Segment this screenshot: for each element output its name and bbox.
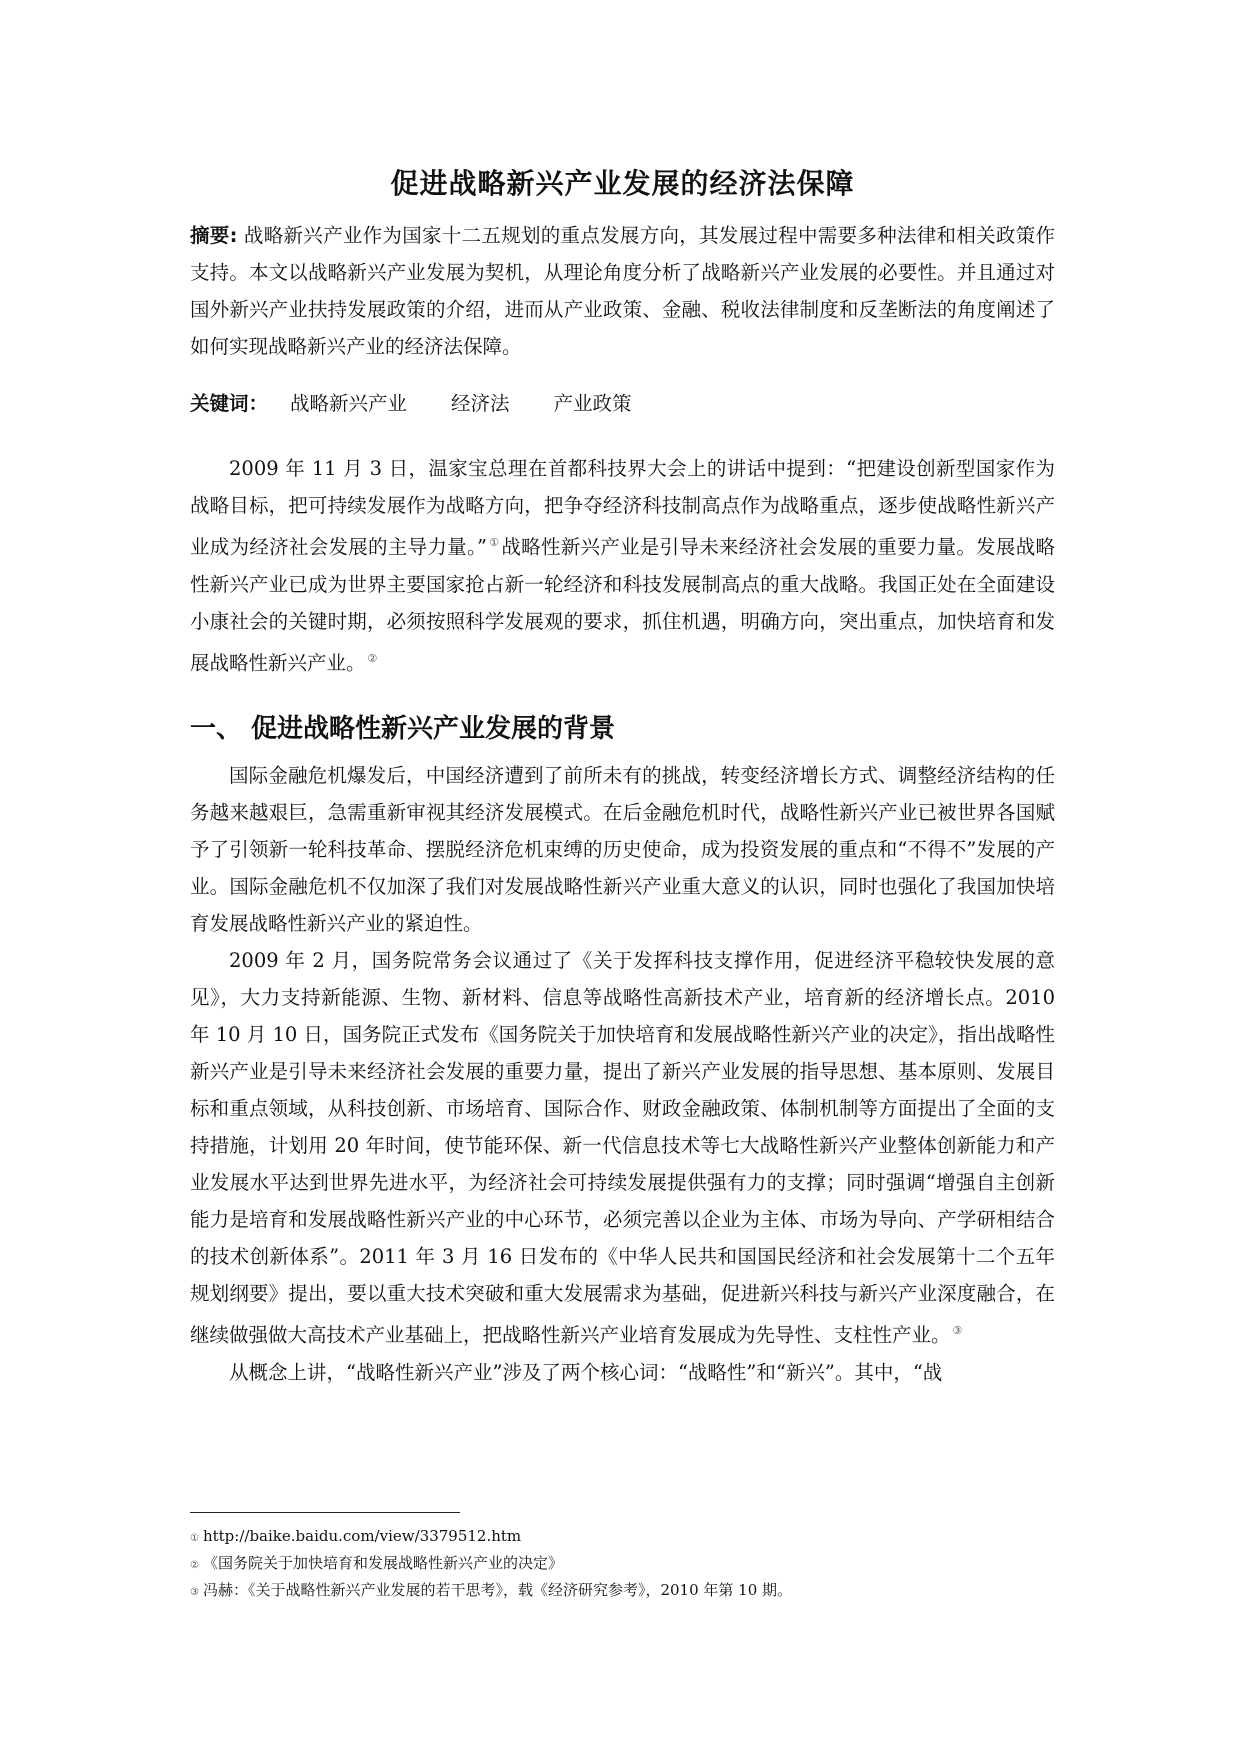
paragraph: 国际金融危机爆发后，中国经济遭到了前所未有的挑战，转变经济增长方式、调整经济结构的任务越来越艰巨，急需重新审视其经济发展模式。在后金融危机时代，战略性新兴产业已被世界各国赋予了引领新一轮科技革命、摆脱经济危机束缚的历史使命，成为投资发展的重点和“不得不”发展的产业。国际金融危机不仅加深了我们对发展战略性新兴产业重大意义的认识，同时也强化了我国加快培育发展战略性新兴产业的紧迫性。 [190, 764, 1055, 935]
paragraph: 2009 年 2 月，国务院常务会议通过了《关于发挥科技支撑作用，促进经济平稳较快发展的意见》，大力支持新能源、生物、新材料、信息等战略性高新技术产业，培育新的经济增长点。2010 年 10 月 10 日，国务院正式发布《国务院关于加快培育和发展战略性新兴产业的决定》，指出战略性新兴产业是引导未来经济社会发展的重要力量，提出了新兴产业发展的指导思想、基本原则、发展目标和重点领域，从科技创新、市场培育、国际合作、财政金融政策、体制机制等方面提出了全面的支持措施，计划用 20 年时间，使节能环保、新一代信息技术等七大战略性新兴产业整体创新能力和产业发展水平达到世界先进水平，为经济社会可持续发展提供强有力的支撑；同时强调“增强自主创新能力是培育和发展战略性新兴产业的中心环节，必须完善以企业为主体、市场为导向、产学研相结合的技术创新体系”。2011 年 3 月 16 日发布的《中华人民共和国国民经济和社会发展第十二个五年规划纲要》提出，要以重大技术突破和重大发展需求为基础，促进新兴科技与新兴产业深度融合，在继续做强做大高技术产业基础上，把战略性新兴产业培育发展成为先导性、支柱性产业。 ③ [190, 949, 1055, 1347]
footnote: ① http://baike.baidu.com/view/3379512.htm [190, 1524, 792, 1551]
section-body [190, 757, 1055, 1391]
footnote: ③ 冯赫：《关于战略性新兴产业发展的若干思考》，载《经济研究参考》，2010 年第 10 期。 [190, 1581, 793, 1599]
keywords [190, 385, 632, 422]
abstract: 摘要: 战略新兴产业作为国家十二五规划的重点发展方向，其发展过程中需要多种法律和相关政策作支持。本文以战略新兴产业发展为契机，从理论角度分析了战略新兴产业发展的必要性。并且通过对国外新兴产业扶持发展政策的介绍，进而从产业政策、金融、税收法律制度和反垄断法的角度阐述了如何实现战略新兴产业的经济法保障。 [190, 224, 1055, 358]
footnote-link[interactable]: http://baike.baidu.com/view/3379512.htm [202, 1527, 522, 1545]
keywords-label: 关键词： [190, 392, 269, 415]
keyword-item: 经济法 [451, 392, 510, 415]
keyword-item: 产业政策 [553, 392, 632, 415]
footnote-ref[interactable]: ① [488, 536, 500, 549]
abstract-label: 摘要 [190, 224, 230, 247]
footnotes [190, 1524, 792, 1605]
footnote-ref[interactable]: ② [367, 651, 378, 665]
footnote: ② 《国务院关于加快培育和发展战略性新兴产业的决定》 [190, 1554, 563, 1572]
intro-paragraph: 2009 年 11 月 3 日，温家宝总理在首都科技界大会上的讲话中提到：“把建设创新型国家作为战略目标，把可持续发展作为战略方向，把争夺经济科技制高点作为战略重点，逐步使战略性新兴产业成为经济社会发展的主导力量。” ① 战略性新兴产业是引导未来经济社会发展的重要力量。发展战略性新兴产业已成为世界主要国家抢占新一轮经济和科技发展制高点的重大战略。我国正处在全面建设小康社会的关键时期，必须按照科学发展观的要求，抓住机遇，明确方向，突出重点，加快培育和发展战略性新兴产业。 ② [190, 457, 1055, 674]
footnote-ref[interactable]: ③ [952, 1324, 963, 1337]
abstract-text: 战略新兴产业作为国家十二五规划的重点发展方向，其发展过程中需要多种法律和相关政策作支持。本文以战略新兴产业发展为契机，从理论角度分析了战略新兴产业发展的必要性。并且通过对国外新兴产业扶持发展政策的介绍，进而从产业政策、金融、税收法律制度和反垄断法的角度阐述了如何实现战略新兴产业的经济法保障。 [190, 224, 1055, 358]
keyword-item: 战略新兴产业 [290, 392, 408, 415]
footnote-divider [190, 1512, 460, 1513]
document-title: 促进战略新兴产业发展的经济法保障 [390, 167, 855, 200]
section-heading: 一、 促进战略性新兴产业发展的背景 [190, 714, 616, 744]
paragraph: 从概念上讲，“战略性新兴产业”涉及了两个核心词：“战略性”和“新兴”。其中，“战 [229, 1360, 943, 1384]
intro-section [190, 450, 1055, 681]
